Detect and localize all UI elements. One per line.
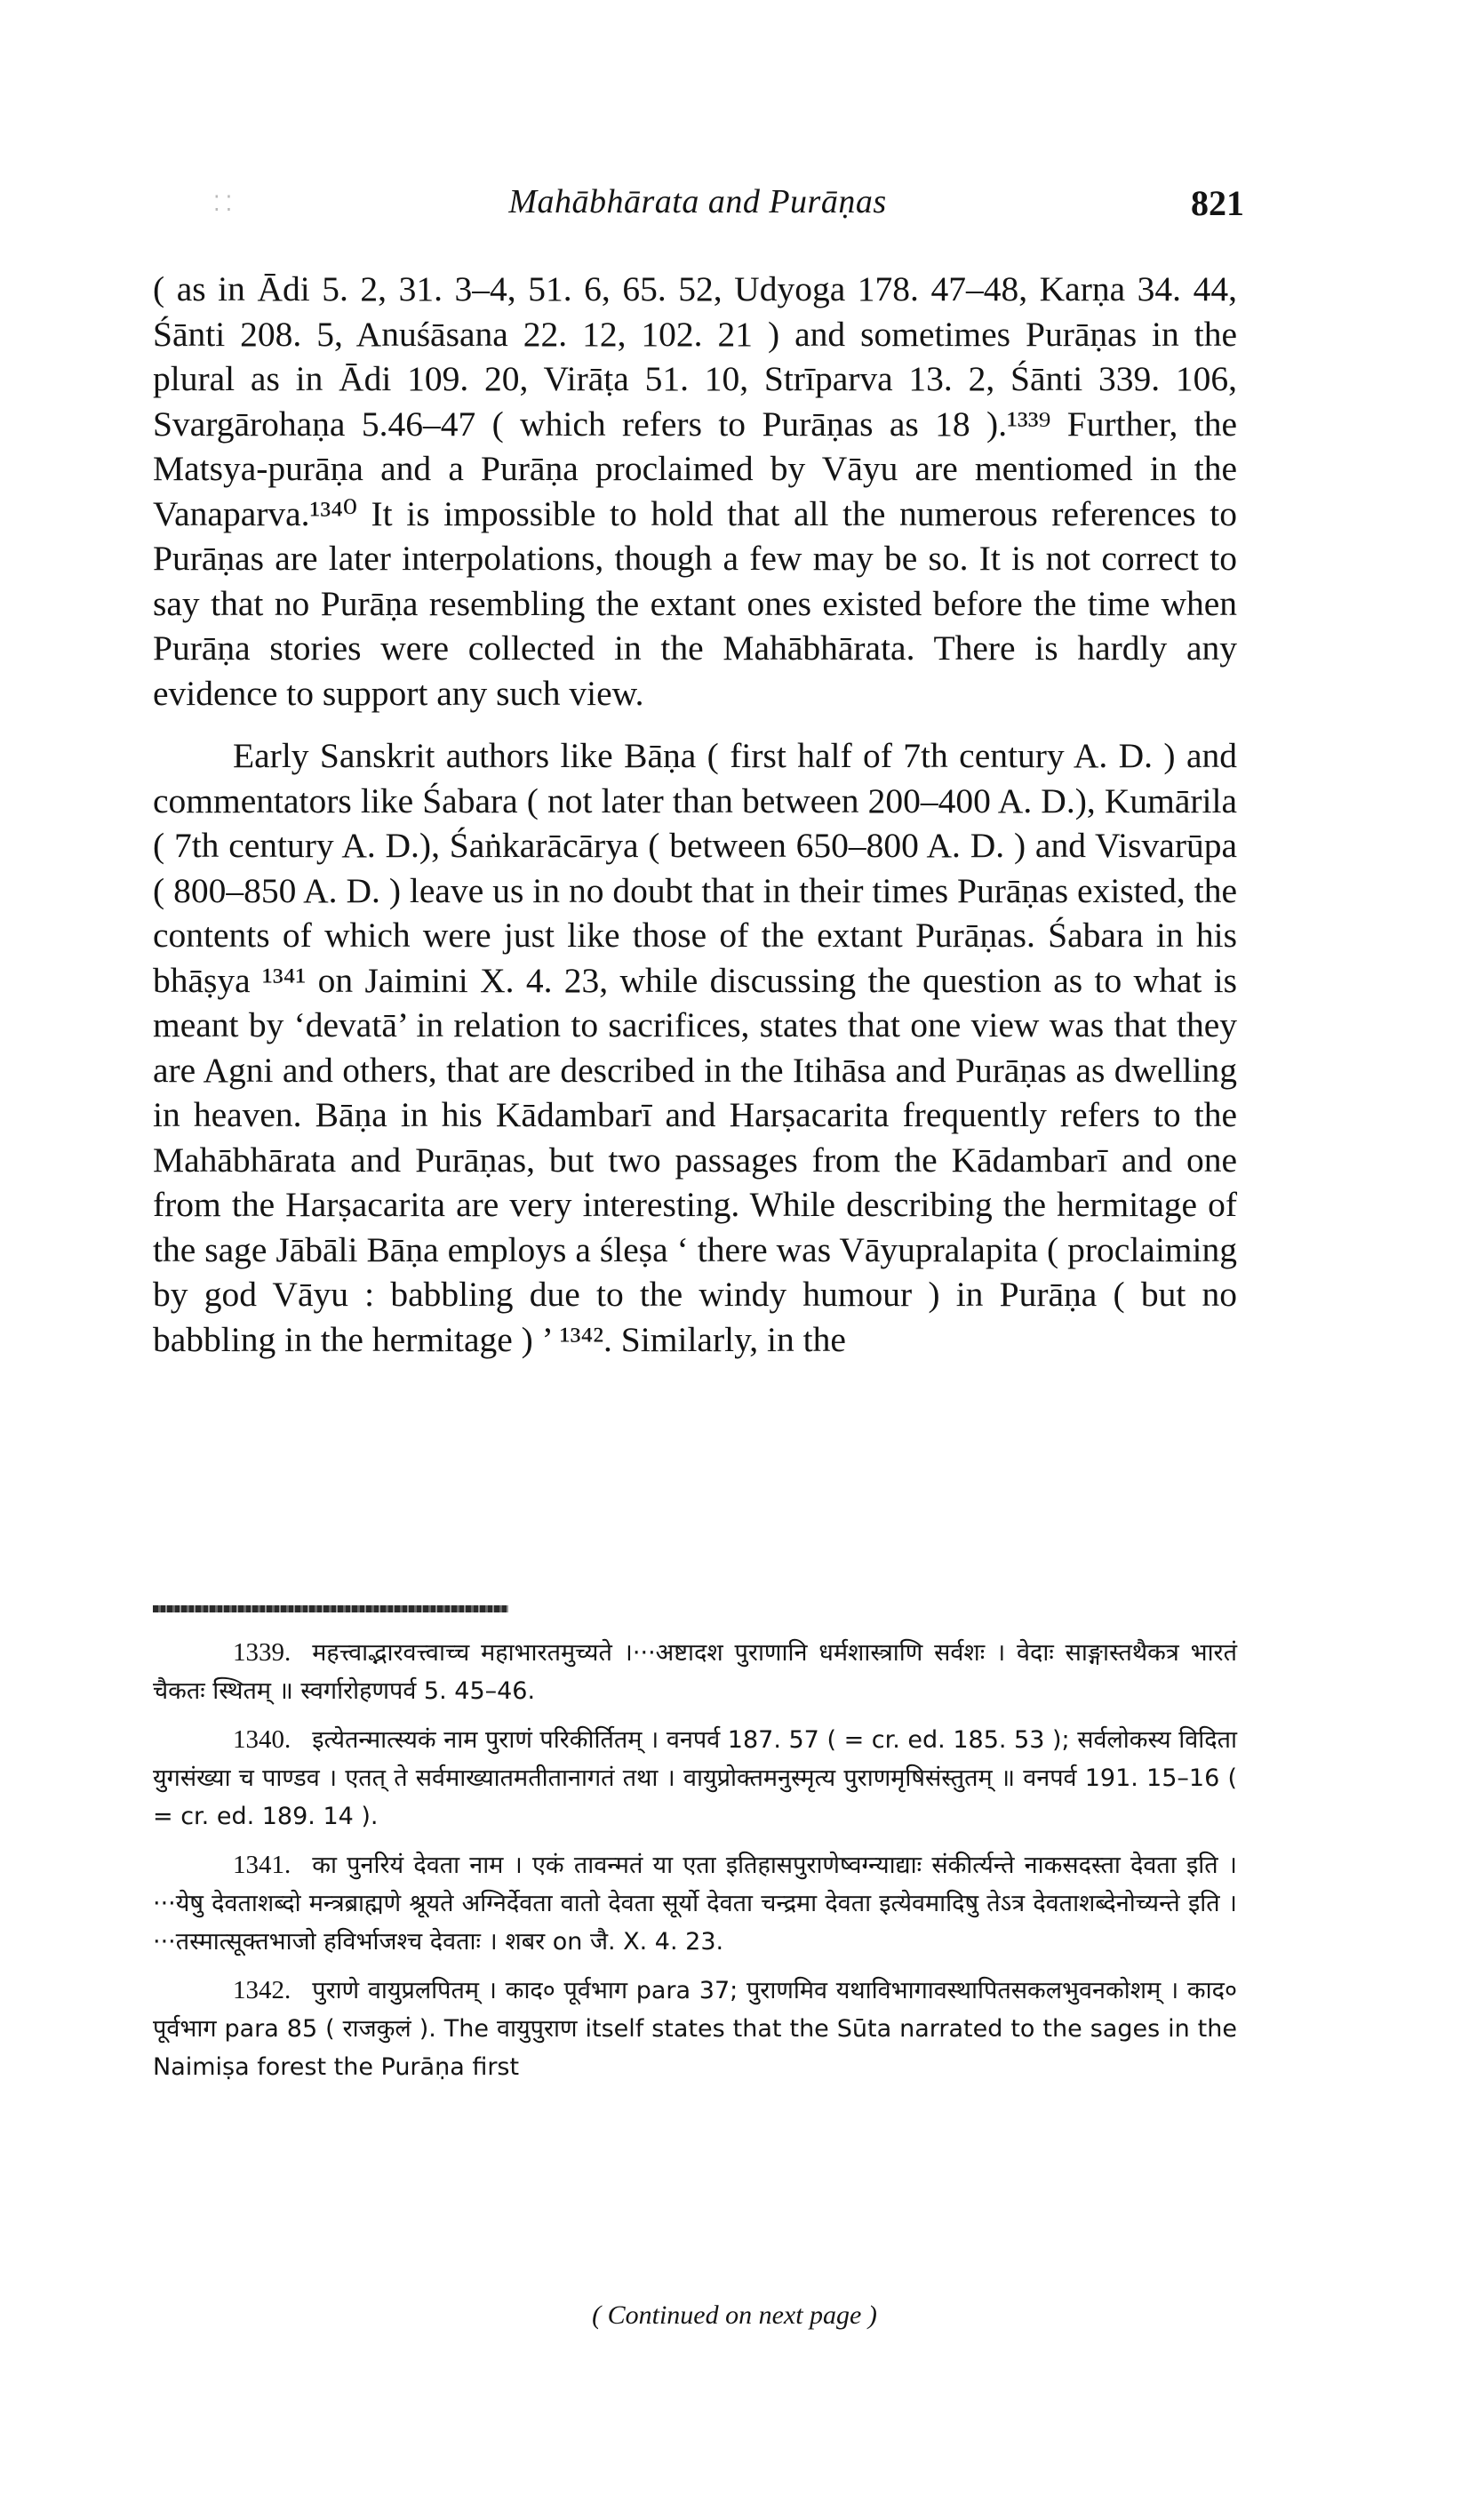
footnote-1340 [153,1721,1237,1836]
running-header [151,182,1244,236]
footnote-text: इत्येतन्मात्स्यकं नाम पुराणं परिकीर्तितम् । वनपर्व 187. 57 ( = cr. ed. 185. 53 ); सर्वलोकस्य विदिता युगसंख्या च पाण्डव । एतत् ते सर्वमाख्यातमतीतानागतं तथा । वायुप्रोक्तमनुस्मृत्य पुराणमृषिसंस्तुतम् ॥ वनपर्व 191. 15–16 ( = cr. ed. 189. 14 ). [153,1726,1237,1830]
footnote-text: महत्त्वाद्भारवत्त्वाच्च महाभारतमुच्यते ।···अष्टादश पुराणानि धर्मशास्त्राणि सर्वशः । वेदाः साङ्गास्तथैकत्र भारतं चैकतः स्थितम् ॥ स्वर्गारोहणपर्व 5. 45–46. [153,1639,1237,1705]
footnote-number: 1339. [233,1638,291,1667]
paragraph-2: Early Sanskrit authors like Bāṇa ( first half of 7th century A. D. ) and commentators like Śabara ( not later than between 200–400 A. D.), Kumārila ( 7th century A. D.), Śaṅkarācārya ( between 650–800 A. D. ) and Visvarūpa ( 800–850 A. D. ) leave us in no doubt that in their times Purāṇas existed, the contents of which were just like those of the extant Purāṇas. Śabara in his bhāṣya ¹³⁴¹ on Jaimini X. 4. 23, while discussing the question as to what is meant by ‘devatā’ in relation to sacrifices, states that one view was that they are Agni and others, that are described in the Itihāsa and Purāṇas as dwelling in heaven. Bāṇa in his Kādambarī and Harṣacarita frequently refers to the Mahābhārata and Purāṇas, but two passages from the Kādambarī and one from the Harṣacarita are very interesting. While describing the hermitage of the sage Jābāli Bāṇa employs a śleṣa ‘ there was Vāyupralapita ( proclaiming by god Vāyu : babbling due to the windy humour ) in Purāṇa ( but no babbling in the hermitage ) ’ ¹³⁴². Similarly, in the [153,736,1237,1359]
paragraph-1: ( as in Ādi 5. 2, 31. 3–4, 51. 6, 65. 52, Udyoga 178. 47–48, Karṇa 34. 44, Śānti 208. 5, Anuśāsana 22. 12, 102. 21 ) and sometimes Purāṇas in the plural as in Ādi 109. 20, Virāṭa 51. 10, Strīparva 13. 2, Śānti 339. 106, Svargārohaṇa 5.46–47 ( which refers to Purāṇas as 18 ).¹³³⁹ Further, the Matsya-purāṇa and a Purāṇa proclaimed by Vāyu are mentiomed in the Vanaparva.¹³⁴⁰ It is impossible to hold that all the numerous references to Purāṇas are later interpolations, though a few may be so. It is not correct to say that no Purāṇa resembling the extant ones existed before the time when Purāṇa stories were collected in the Mahābhārata. There is hardly any evidence to support any such view. [153,269,1237,713]
main-text [153,267,1237,1362]
footnote-number: 1342. [233,1976,291,2004]
footnote-1342 [153,1972,1237,2086]
footnote-text: का पुनरियं देवता नाम । एकं तावन्मतं या एता इतिहासपुराणेष्वग्न्याद्याः संकीर्त्यन्ते नाकसदस्ता देवता इति ।···येषु देवताशब्दो मन्त्रब्राह्मणे श्रूयते अग्निर्देवता वातो देवता सूर्यो देवता चन्द्रमा देवता इत्येवमादिषु तेऽत्र देवताशब्देनोच्यन्ते इति ।···तस्मात्सूक्तभाजो हविर्भाजश्च देवताः । शबर on जै. X. 4. 23. [153,1852,1237,1956]
footnote-1341 [153,1846,1237,1961]
running-title: Mahābhārata and Purāṇas [508,183,887,220]
footnote-text: पुराणे वायुप्रलपितम् । काद० पूर्वभाग para 37; पुराणमिव यथाविभागावस्थापितसकलभुवनकोशम् । काद० पूर्वभाग para 85 ( राजकुलं ). The वायुपुराण itself states that the Sūta narrated to the sages in the Naimiṣa forest the Purāṇa first [153,1977,1237,2081]
page-number: 821 [1191,183,1244,223]
margin-smudge: ⁚ ⁚ [213,193,233,216]
footnote-number: 1340. [233,1725,291,1754]
footnote-number: 1341. [233,1851,291,1879]
footnotes [153,1634,1237,2097]
continued-note: ( Continued on next page ) [592,2300,877,2330]
footnote-separator [153,1605,508,1612]
footnote-1339 [153,1634,1237,1710]
